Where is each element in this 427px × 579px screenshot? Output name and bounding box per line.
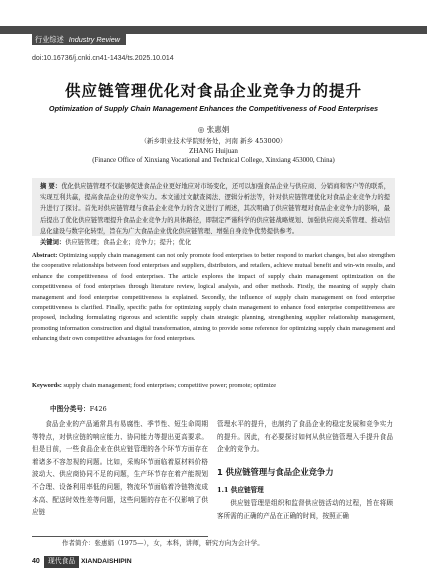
body-right-column xyxy=(217,418,393,522)
doi: doi:10.16736/j.cnki.cn41-1434/ts.2025.10.014 xyxy=(32,55,174,62)
clc-value: F426 xyxy=(89,405,107,413)
abstract-en-text: Optimizing supply chain management can not only promote food enterprises to better respond to market changes, but also strengthen the cooperative relationships between food enterprises and suppliers, distributors, and retailers, achieve mutual benefit and win-win results, and enhance the competitiveness of food enterprises. The article explores the impact of supply chain management optimization on the competitiveness of food enterprises through literature review, logical analysis, and other methods. Firstly, the meaning of supply chain management and food enterprise competitiveness is explained. Secondly, the influence of supply chain management on food enterprise competitiveness is clarified. Finally, specific paths for optimizing supply chain management to enhance food enterprise competitiveness are proposed, including formulating rigorous and scientific supply chain strategic planning, strengthening supplier relationship management, promoting information construction and digital transformation, aiming to provide some reference for optimizing supply chain management and enhancing their own competitive advantages for food enterprises. xyxy=(32,252,396,343)
abstract-cn-label: 摘 要： xyxy=(40,183,62,190)
abstract-cn xyxy=(40,181,390,237)
abstract-en-label: Abstract: xyxy=(32,252,58,259)
article-title-en: Optimization of Supply Chain Management Enhances the Competitiveness of Food Enterprises xyxy=(48,104,379,113)
section-tag-en: Industry Review xyxy=(68,35,120,44)
classification-number xyxy=(50,403,107,413)
author-footnote: 作者简介：张惠娟（1975—），女，本科，讲师，研究方向为会计学。 xyxy=(62,539,264,547)
author-cn: ◎ 张惠娟 xyxy=(197,125,230,134)
section-tag xyxy=(32,34,126,45)
keywords-cn-text: 供应链管理；食品企业；竞争力；提升；优化 xyxy=(65,239,192,246)
keywords-cn-label: 关键词： xyxy=(40,239,66,246)
body-paragraph: 食品企业的产品通常具有易腐性、季节性、短生命周期等特点，对供应链的响应能力、协同能力等提出更高要求。但是目前，一些食品企业在供应链管理的各个环节方面存在着诸多不容忽视的问题。比如，采购环节面临着原材料价格波动大、供应商协同不足的问题，生产环节存在着产能规划不合理、设备利用率低的问题，物流环节面临着冷链物流成本高、配送时效性差等问题，这些问题的存在不仅影响了供应链 xyxy=(32,420,208,517)
keywords-en xyxy=(32,382,395,389)
author-en: ZHANG Huijuan xyxy=(189,147,238,155)
footnote-divider xyxy=(32,536,208,537)
journal-name-en: XIANDAISHIPIN xyxy=(81,558,132,565)
body-paragraph: 供应链管理是组织和监督供应链活动的过程，旨在将顾客所需的正确的产品在正确的时间，按照正确 xyxy=(217,498,393,520)
article-title: 供应链管理优化对食品企业竞争力的提升 xyxy=(64,82,362,100)
abstract-cn-text: 优化供应链管理不仅能够促进食品企业更好地应对市场变化，还可以加强食品企业与供应商、分销商和客户等的联系，实现互利共赢，提高食品企业的竞争实力。本文通过文献查阅法、逻辑分析法等，针对供应链管理优化对食品企业竞争力的提升进行了探讨。首先对供应链管理与食品企业竞争力的含义进行了阐述，其次明确了供应链管理对食品企业竞争力的影响，最后提出了优化供应链管理提升食品企业竞争力的具体路径，即制定严谨科学的供应链战略规划、加强供应商关系管理、推动信息化建设与数字化转型，旨在为广大食品企业优化供应链管理、增强自身竞争优势提供参考。 xyxy=(40,183,391,235)
keywords-en-text: supply chain management; food enterprises; competitive power; promote; optimize xyxy=(63,382,277,389)
keywords-en-label: Keywords: xyxy=(32,382,62,389)
clc-label: 中图分类号： xyxy=(50,405,90,413)
page-number: 40 xyxy=(32,558,40,565)
subsection-heading: 1.1 供应链管理 xyxy=(217,486,264,495)
top-decorative-band xyxy=(0,26,427,34)
journal-name-cn: 现代食品 xyxy=(44,556,79,568)
section-tag-cn: 行业综述 xyxy=(35,35,64,44)
affiliation-en: (Finance Office of Xinxiang Vocational and Technical College, Xinxiang 453000, China) xyxy=(92,157,335,164)
keywords-cn xyxy=(40,237,390,246)
abstract-en xyxy=(32,251,395,345)
affiliation-cn: （新乡职业技术学院财务处，河南 新乡 453000） xyxy=(140,137,287,145)
body-left-column xyxy=(32,418,208,519)
section-heading: 1 供应链管理与食品企业竞争力 xyxy=(217,466,334,477)
body-paragraph: 管理水平的提升，也制约了食品企业的稳定发展和竞争实力的提升。因此，有必要探讨如何从供应链管理入手提升食品企业的竞争力。 xyxy=(217,420,393,454)
